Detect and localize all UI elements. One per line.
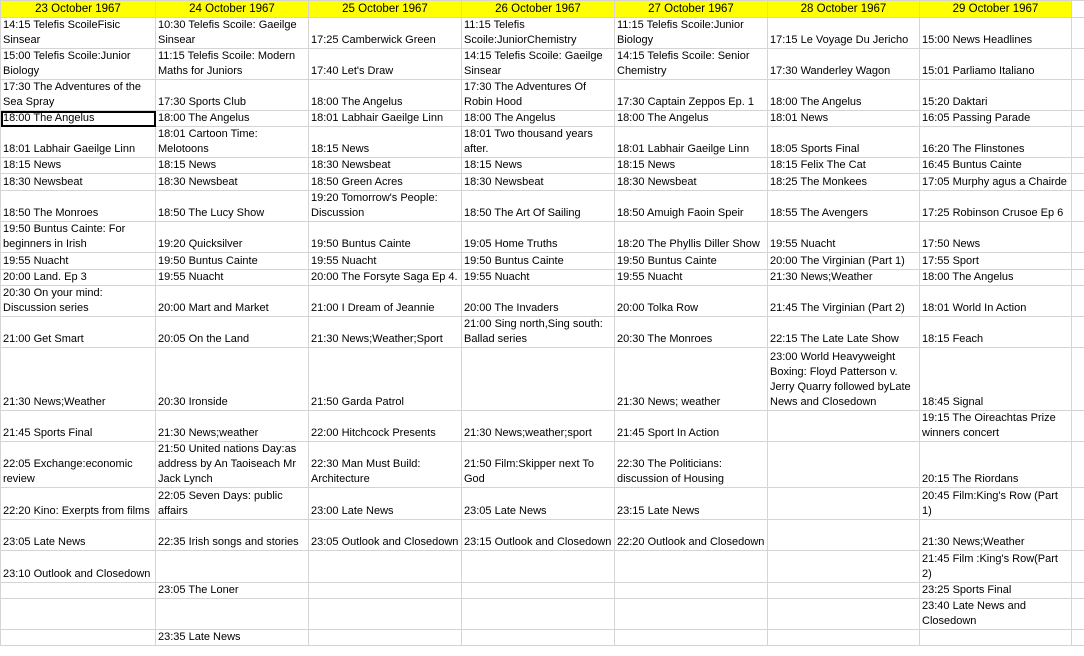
table-row [1,158,1084,174]
schedule-cell[interactable]: 18:30 Newsbeat [156,174,309,191]
schedule-cell[interactable] [1,599,156,630]
schedule-cell[interactable]: 18:00 The Angelus [462,111,615,127]
schedule-cell[interactable]: 18:45 Signal [920,348,1072,411]
schedule-cell[interactable] [615,551,768,583]
schedule-cell[interactable]: 18:05 Sports Final [768,127,920,158]
spreadsheet-cell[interactable] [1072,488,1084,520]
schedule-cell[interactable]: 16:05 Passing Parade [920,111,1072,127]
table-row [1,411,1084,442]
schedule-cell[interactable]: 18:15 News [615,158,768,174]
schedule-cell[interactable]: 20:05 On the Land [156,317,309,348]
schedule-cell[interactable]: 21:45 Film :King's Row(Part 2) [920,551,1072,583]
schedule-cell[interactable]: 16:20 The Flinstones [920,127,1072,158]
schedule-cell[interactable]: 17:25 Robinson Crusoe Ep 6 [920,191,1072,222]
schedule-cell[interactable]: 17:30 Wanderley Wagon [768,49,920,80]
schedule-cell[interactable]: 21:45 The Virginian (Part 2) [768,286,920,317]
schedule-cell[interactable]: 23:40 Late News and Closedown [920,599,1072,630]
header-row [1,1,1084,18]
spreadsheet-cell[interactable] [1072,253,1084,270]
schedule-cell[interactable]: 11:15 Telefis Scoile:Junior Biology [615,18,768,49]
date-header-cell[interactable]: 29 October 1967 [920,1,1072,18]
schedule-cell[interactable]: 18:15 News [156,158,309,174]
spreadsheet-cell[interactable] [1072,174,1084,191]
table-row [1,270,1084,286]
schedule-cell[interactable]: 21:30 News;Weather;Sport [309,317,462,348]
table-row [1,488,1084,520]
schedule-cell[interactable] [309,551,462,583]
schedule-cell[interactable]: 18:15 News [309,127,462,158]
schedule-cell[interactable]: 19:50 Buntus Cainte [156,253,309,270]
schedule-cell[interactable]: 18:01 Two thousand years after. [462,127,615,158]
selected-cell[interactable]: 18:00 The Angelus [1,111,156,127]
schedule-cell[interactable] [462,348,615,411]
schedule-cell[interactable]: 18:15 Felix The Cat [768,158,920,174]
schedule-cell[interactable]: 19:20 Quicksilver [156,222,309,253]
schedule-cell[interactable]: 20:00 The Virginian (Part 1) [768,253,920,270]
schedule-cell[interactable]: 20:45 Film:King's Row (Part 1) [920,488,1072,520]
schedule-cell[interactable]: 19:55 Nuacht [768,222,920,253]
schedule-cell[interactable]: 19:05 Home Truths [462,222,615,253]
schedule-cell[interactable]: 18:50 The Monroes [1,191,156,222]
schedule-cell[interactable]: 22:00 Hitchcock Presents [309,411,462,442]
schedule-cell[interactable]: 18:01 Labhair Gaeilge Linn [615,127,768,158]
spreadsheet-cell[interactable] [1072,80,1084,111]
schedule-cell[interactable]: 19:55 Nuacht [462,270,615,286]
schedule-cell[interactable]: 19:55 Nuacht [156,270,309,286]
schedule-cell[interactable]: 23:05 Late News [1,520,156,551]
schedule-cell[interactable]: 19:20 Tomorrow's People: Discussion [309,191,462,222]
schedule-cell[interactable]: 14:15 Telefis Scoile: Senior Chemistry [615,49,768,80]
spreadsheet-cell[interactable] [1072,348,1084,411]
date-header-cell[interactable]: 24 October 1967 [156,1,309,18]
schedule-cell[interactable]: 14:15 Telefis Scoile: Gaeilge Sinsear [462,49,615,80]
schedule-cell[interactable]: 21:45 Sports Final [1,411,156,442]
schedule-cell[interactable]: 19:55 Nuacht [1,253,156,270]
schedule-cell[interactable]: 16:45 Buntus Cainte [920,158,1072,174]
schedule-cell[interactable]: 23:10 Outlook and Closedown [1,551,156,583]
schedule-cell[interactable]: 11:15 Telefis Scoile: Modern Maths for Juniors [156,49,309,80]
schedule-cell[interactable] [309,599,462,630]
spreadsheet-cell[interactable] [1072,551,1084,583]
schedule-cell[interactable]: 21:30 News; weather [615,348,768,411]
schedule-cell[interactable]: 18:30 Newsbeat [1,174,156,191]
schedule-cell[interactable]: 10:30 Telefis Scoile: Gaeilge Sinsear [156,18,309,49]
schedule-cell[interactable]: 18:00 The Angelus [156,111,309,127]
schedule-cell[interactable]: 19:55 Nuacht [615,270,768,286]
schedule-cell[interactable]: 20:30 Ironside [156,348,309,411]
schedule-cell[interactable]: 15:20 Daktari [920,80,1072,111]
schedule-cell[interactable] [768,442,920,488]
schedule-cell[interactable] [462,551,615,583]
schedule-cell[interactable]: 18:50 Amuigh Faoin Speir [615,191,768,222]
spreadsheet-cell[interactable] [1072,49,1084,80]
schedule-cell[interactable]: 18:30 Newsbeat [462,174,615,191]
schedule-cell[interactable]: 17:25 Camberwick Green [309,18,462,49]
schedule-cell[interactable]: 20:30 The Monroes [615,317,768,348]
schedule-cell[interactable] [462,599,615,630]
spreadsheet-cell[interactable] [1072,1,1084,18]
schedule-cell[interactable] [1,630,156,646]
schedule-cell[interactable] [462,630,615,646]
schedule-cell[interactable]: 20:00 Mart and Market [156,286,309,317]
schedule-cell[interactable]: 18:01 World In Action [920,286,1072,317]
spreadsheet-cell[interactable] [1072,599,1084,630]
schedule-cell[interactable]: 23:15 Outlook and Closedown [462,520,615,551]
table-row [1,442,1084,488]
schedule-cell[interactable]: 18:50 The Lucy Show [156,191,309,222]
schedule-cell[interactable]: 21:50 Film:Skipper next To God [462,442,615,488]
schedule-cell[interactable]: 21:00 I Dream of Jeannie [309,286,462,317]
schedule-cell[interactable]: 19:50 Buntus Cainte: For beginners in Irish [1,222,156,253]
spreadsheet-cell[interactable] [1072,411,1084,442]
schedule-cell[interactable]: 22:30 Man Must Build: Architecture [309,442,462,488]
schedule-cell[interactable]: 21:00 Sing north,Sing south: Ballad series [462,317,615,348]
schedule-cell[interactable]: 18:15 News [462,158,615,174]
schedule-cell[interactable] [615,630,768,646]
schedule-cell[interactable]: 20:00 Tolka Row [615,286,768,317]
spreadsheet-cell[interactable] [1072,583,1084,599]
schedule-cell[interactable]: 14:15 Telefis ScoileFisic Sinsear [1,18,156,49]
table-row [1,599,1084,630]
schedule-cell[interactable]: 15:01 Parliamo Italiano [920,49,1072,80]
schedule-cell[interactable]: 17:05 Murphy agus a Chairde [920,174,1072,191]
schedule-cell[interactable]: 15:00 Telefis Scoile:Junior Biology [1,49,156,80]
schedule-cell[interactable]: 17:40 Let's Draw [309,49,462,80]
schedule-cell[interactable]: 21:30 News;Weather [920,520,1072,551]
schedule-cell[interactable]: 21:50 United nations Day:as address by An Taoiseach Mr Jack Lynch [156,442,309,488]
spreadsheet-cell[interactable] [1072,111,1084,127]
table-row [1,630,1084,646]
schedule-cell[interactable]: 18:00 The Angelus [920,270,1072,286]
spreadsheet-cell[interactable] [1072,286,1084,317]
date-header-cell[interactable]: 28 October 1967 [768,1,920,18]
spreadsheet-cell[interactable] [1072,442,1084,488]
table-row [1,317,1084,348]
schedule-cell[interactable] [309,630,462,646]
schedule-cell[interactable]: 18:50 Green Acres [309,174,462,191]
schedule-cell[interactable]: 23:00 Late News [309,488,462,520]
schedule-cell[interactable]: 21:30 News;Weather [768,270,920,286]
schedule-cell[interactable]: 22:20 Kino: Exerpts from films [1,488,156,520]
spreadsheet-cell[interactable] [1072,222,1084,253]
table-row [1,127,1084,158]
schedule-cell[interactable]: 23:35 Late News [156,630,309,646]
schedule-cell[interactable]: 22:05 Exchange:economic review [1,442,156,488]
schedule-cell[interactable] [768,520,920,551]
schedule-cell[interactable]: 18:00 The Angelus [309,80,462,111]
table-row [1,18,1084,49]
schedule-cell[interactable]: 21:45 Sport In Action [615,411,768,442]
schedule-cell[interactable]: 23:05 The Loner [156,583,309,599]
schedule-cell[interactable]: 18:01 Labhair Gaeilge Linn [1,127,156,158]
schedule-cell[interactable]: 18:01 Cartoon Time: Melotoons [156,127,309,158]
schedule-cell[interactable] [156,599,309,630]
schedule-cell[interactable]: 22:30 The Politicians: discussion of Housing [615,442,768,488]
schedule-cell[interactable] [768,599,920,630]
schedule-cell[interactable]: 18:55 The Avengers [768,191,920,222]
schedule-cell[interactable]: 17:30 Sports Club [156,80,309,111]
schedule-cell[interactable]: 18:15 Feach [920,317,1072,348]
date-header-cell[interactable]: 25 October 1967 [309,1,462,18]
schedule-cell[interactable]: 17:15 Le Voyage Du Jericho [768,18,920,49]
schedule-cell[interactable] [768,411,920,442]
schedule-cell[interactable]: 23:05 Outlook and Closedown [309,520,462,551]
schedule-cell[interactable]: 18:00 The Angelus [768,80,920,111]
schedule-cell[interactable]: 21:30 News;weather;sport [462,411,615,442]
schedule-cell[interactable]: 23:25 Sports Final [920,583,1072,599]
table-row [1,348,1084,411]
schedule-cell[interactable] [156,551,309,583]
schedule-cell[interactable]: 18:50 The Art Of Sailing [462,191,615,222]
schedule-cell[interactable]: 22:35 Irish songs and stories [156,520,309,551]
schedule-cell[interactable]: 18:01 Labhair Gaeilge Linn [309,111,462,127]
schedule-cell[interactable]: 17:50 News [920,222,1072,253]
date-header-cell[interactable]: 27 October 1967 [615,1,768,18]
schedule-cell[interactable]: 19:15 The Oireachtas Prize winners concert [920,411,1072,442]
schedule-cell[interactable]: 11:15 Telefis Scoile:JuniorChemistry [462,18,615,49]
table-row [1,80,1084,111]
schedule-cell[interactable]: 18:30 Newsbeat [615,174,768,191]
spreadsheet-cell[interactable] [1072,270,1084,286]
schedule-cell[interactable]: 18:00 The Angelus [615,111,768,127]
schedule-cell[interactable] [768,551,920,583]
schedule-cell[interactable]: 20:00 The Forsyte Saga Ep 4. [309,270,462,286]
spreadsheet-cell[interactable] [1072,18,1084,49]
spreadsheet-cell[interactable] [1072,158,1084,174]
schedule-cell[interactable]: 18:15 News [1,158,156,174]
table-row [1,174,1084,191]
schedule-cell[interactable]: 17:30 The Adventures of the Sea Spray [1,80,156,111]
table-row [1,583,1084,599]
schedule-cell[interactable]: 17:55 Sport [920,253,1072,270]
table-row [1,49,1084,80]
schedule-cell[interactable]: 18:20 The Phyllis Diller Show [615,222,768,253]
schedule-cell[interactable] [768,630,920,646]
schedule-cell[interactable] [920,630,1072,646]
schedule-cell[interactable]: 18:25 The Monkees [768,174,920,191]
schedule-cell[interactable]: 20:00 The Invaders [462,286,615,317]
spreadsheet-cell[interactable] [1072,191,1084,222]
schedule-cell[interactable]: 21:00 Get Smart [1,317,156,348]
schedule-cell[interactable]: 19:50 Buntus Cainte [615,253,768,270]
schedule-cell[interactable] [615,599,768,630]
schedule-cell[interactable]: 22:05 Seven Days: public affairs [156,488,309,520]
schedule-cell[interactable]: 20:30 On your mind: Discussion series [1,286,156,317]
schedule-cell[interactable]: 21:30 News;weather [156,411,309,442]
schedule-cell[interactable]: 22:15 The Late Late Show [768,317,920,348]
schedule-cell[interactable] [768,488,920,520]
schedule-cell[interactable] [615,583,768,599]
schedule-cell[interactable] [462,583,615,599]
spreadsheet-cell[interactable] [1072,630,1084,646]
spreadsheet-cell[interactable] [1072,127,1084,158]
table-row [1,253,1084,270]
schedule-cell[interactable]: 23:05 Late News [462,488,615,520]
schedule-cell[interactable] [1,583,156,599]
schedule-cell[interactable]: 17:30 Captain Zeppos Ep. 1 [615,80,768,111]
schedule-cell[interactable]: 20:15 The Riordans [920,442,1072,488]
schedule-cell[interactable] [768,583,920,599]
table-row [1,551,1084,583]
date-header-cell[interactable]: 23 October 1967 [1,1,156,18]
schedule-cell[interactable]: 18:30 Newsbeat [309,158,462,174]
spreadsheet-cell[interactable] [1072,520,1084,551]
schedule-cell[interactable]: 17:30 The Adventures Of Robin Hood [462,80,615,111]
schedule-cell[interactable]: 21:30 News;Weather [1,348,156,411]
table-row [1,520,1084,551]
schedule-cell[interactable]: 19:50 Buntus Cainte [309,222,462,253]
schedule-cell[interactable]: 20:00 Land. Ep 3 [1,270,156,286]
schedule-cell[interactable]: 18:01 News [768,111,920,127]
schedule-cell[interactable]: 23:00 World Heavyweight Boxing: Floyd Patterson v. Jerry Quarry followed byLate News and Closedown [768,348,920,411]
table-row [1,286,1084,317]
schedule-cell[interactable]: 23:15 Late News [615,488,768,520]
schedule-cell[interactable]: 22:20 Outlook and Closedown [615,520,768,551]
schedule-cell[interactable] [309,583,462,599]
table-row [1,191,1084,222]
schedule-cell[interactable]: 19:50 Buntus Cainte [462,253,615,270]
schedule-cell[interactable]: 15:00 News Headlines [920,18,1072,49]
spreadsheet-cell[interactable] [1072,317,1084,348]
schedule-cell[interactable]: 21:50 Garda Patrol [309,348,462,411]
table-row [1,222,1084,253]
schedule-cell[interactable]: 19:55 Nuacht [309,253,462,270]
date-header-cell[interactable]: 26 October 1967 [462,1,615,18]
table-row [1,111,1084,127]
